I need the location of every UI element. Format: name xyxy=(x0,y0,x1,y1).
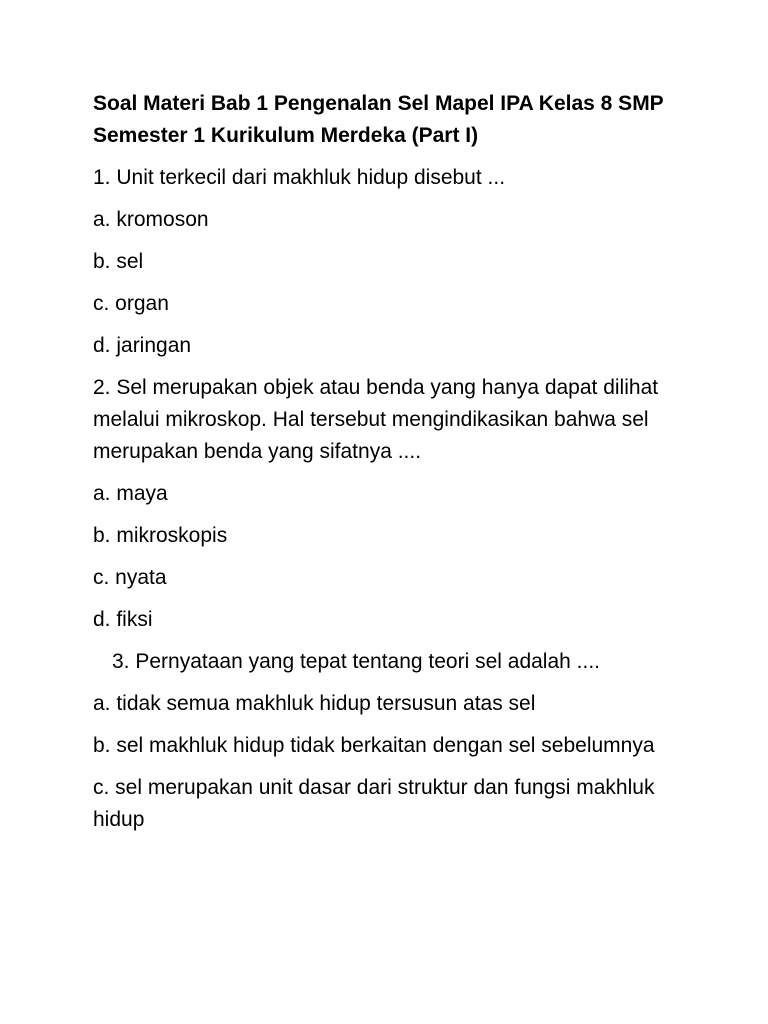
question-1-option-c: c. organ xyxy=(93,292,169,315)
question-2-option-a: a. maya xyxy=(93,482,168,505)
question-3: 3. Pernyataan yang tepat tentang teori sel adalah .... xyxy=(112,650,601,673)
question-2-option-d: d. fiksi xyxy=(93,608,153,631)
question-2: 2. Sel merupakan objek atau benda yang hanya dapat dilihat melalui mikroskop. Hal tersebut mengindikasikan bahwa sel merupakan benda yang sifatnya .... xyxy=(93,376,659,463)
question-3-option-c: c. sel merupakan unit dasar dari struktur dan fungsi makhluk hidup xyxy=(93,776,655,831)
question-3-option-b: b. sel makhluk hidup tidak berkaitan dengan sel sebelumnya xyxy=(93,734,655,757)
question-2-option-c: c. nyata xyxy=(93,566,167,589)
document-page xyxy=(93,88,693,846)
question-2-option-b: b. mikroskopis xyxy=(93,524,228,547)
question-1: 1. Unit terkecil dari makhluk hidup disebut ... xyxy=(93,166,506,189)
question-1-option-b: b. sel xyxy=(93,250,144,273)
question-3-option-a: a. tidak semua makhluk hidup tersusun atas sel xyxy=(93,692,536,715)
document-title: Soal Materi Bab 1 Pengenalan Sel Mapel IPA Kelas 8 SMP Semester 1 Kurikulum Merdeka (Part I) xyxy=(93,92,664,147)
question-1-option-d: d. jaringan xyxy=(93,334,192,357)
question-1-option-a: a. kromoson xyxy=(93,208,209,231)
